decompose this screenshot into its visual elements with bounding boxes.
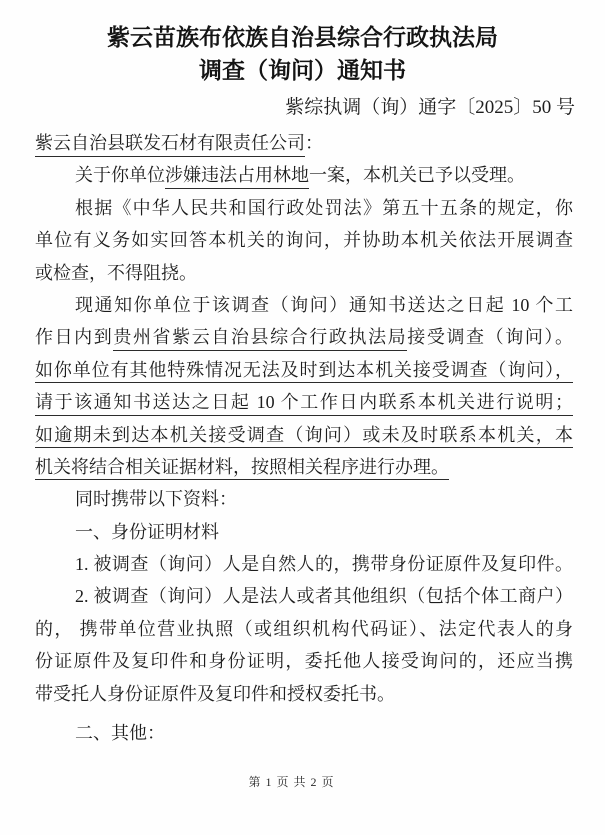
body-text-line [35,580,573,612]
document-body [35,127,573,749]
body-text-line [35,717,573,749]
text-segment: 二、其他： [75,723,165,744]
underlined-text-segment: 紫云自治县联发石材有限责任公司 [35,133,305,157]
document-header [0,0,605,87]
underlined-text-segment: 如逾期未到达本机关接受调查（询问）或未及时联系本机关，本 [35,425,573,449]
body-text-line [35,613,573,645]
text-segment: 关于你单位 [75,165,165,186]
page-number-footer: 第 1 页 共 2 页 [248,775,335,789]
text-segment: 份证原件及复印件和身份证明，委托他人接受询问的，还应当携 [35,651,573,672]
body-text-line [35,289,573,321]
body-text-line [35,483,573,515]
body-text-line [35,257,573,289]
underlined-text-segment: 如你单位有其他特殊情况无法及时到达本机关接受调查（询问）， [35,360,573,384]
text-segment: 的， 携带单位营业执照（或组织机构代码证）、法定代表人的身 [35,618,573,639]
underlined-text-segment: 贵州省紫云自治县综合行政执法局 [113,327,407,351]
text-segment: 或检查，不得阻挠。 [35,262,197,283]
underlined-text-segment: 涉嫌违法占用林地 [165,165,309,189]
text-segment: 一、身份证明材料 [75,521,219,542]
body-text-line [35,678,573,710]
text-segment: 一案，本机关已予以受理。 [309,165,525,186]
body-text-line [35,354,573,386]
underlined-text-segment: 机关将结合相关证据材料，按照相关程序进行办理。 [35,457,449,481]
text-segment: 作日内到 [35,327,114,348]
document-title-line1: 紫云苗族布依族自治县综合行政执法局 [107,24,498,50]
body-text-line [35,224,573,256]
body-text-line [35,645,573,677]
underlined-text-segment: 请于该通知书送达之日起 10 个工作日内联系本机关进行说明； [35,392,573,416]
text-segment: 根据《中华人民共和国行政处罚法》第五十五条的规定，你 [75,197,573,218]
text-segment: 带受托人身份证原件及复印件和授权委托书。 [35,683,395,704]
text-segment: 2. 被调查（询问）人是法人或者其他组织（包括个体工商户） [75,586,573,607]
body-text-line [35,419,573,451]
body-text-line [35,548,573,580]
text-segment: ： [305,133,323,153]
body-text-line [35,516,573,548]
text-segment: 同时携带以下资料： [75,489,237,510]
text-segment: 接受调查（询问）。 [407,327,573,348]
document-number: 紫综执调（询）通字〔2025〕50 号 [285,97,575,118]
text-segment: 1. 被调查（询问）人是自然人的，携带身份证原件及复印件。 [75,554,573,575]
body-text-line [35,321,573,353]
body-text-line [35,386,573,418]
document-title-line2: 调查（询问）通知书 [199,57,406,83]
body-text-line [35,192,573,224]
body-text-line [35,159,573,191]
body-text-line [35,451,573,483]
body-text-line [35,127,573,159]
text-segment: 单位有义务如实回答本机关的询问，并协助本机关依法开展调查 [35,230,573,251]
text-segment: 现通知你单位于该调查（询问）通知书送达之日起 10 个工 [75,294,573,315]
